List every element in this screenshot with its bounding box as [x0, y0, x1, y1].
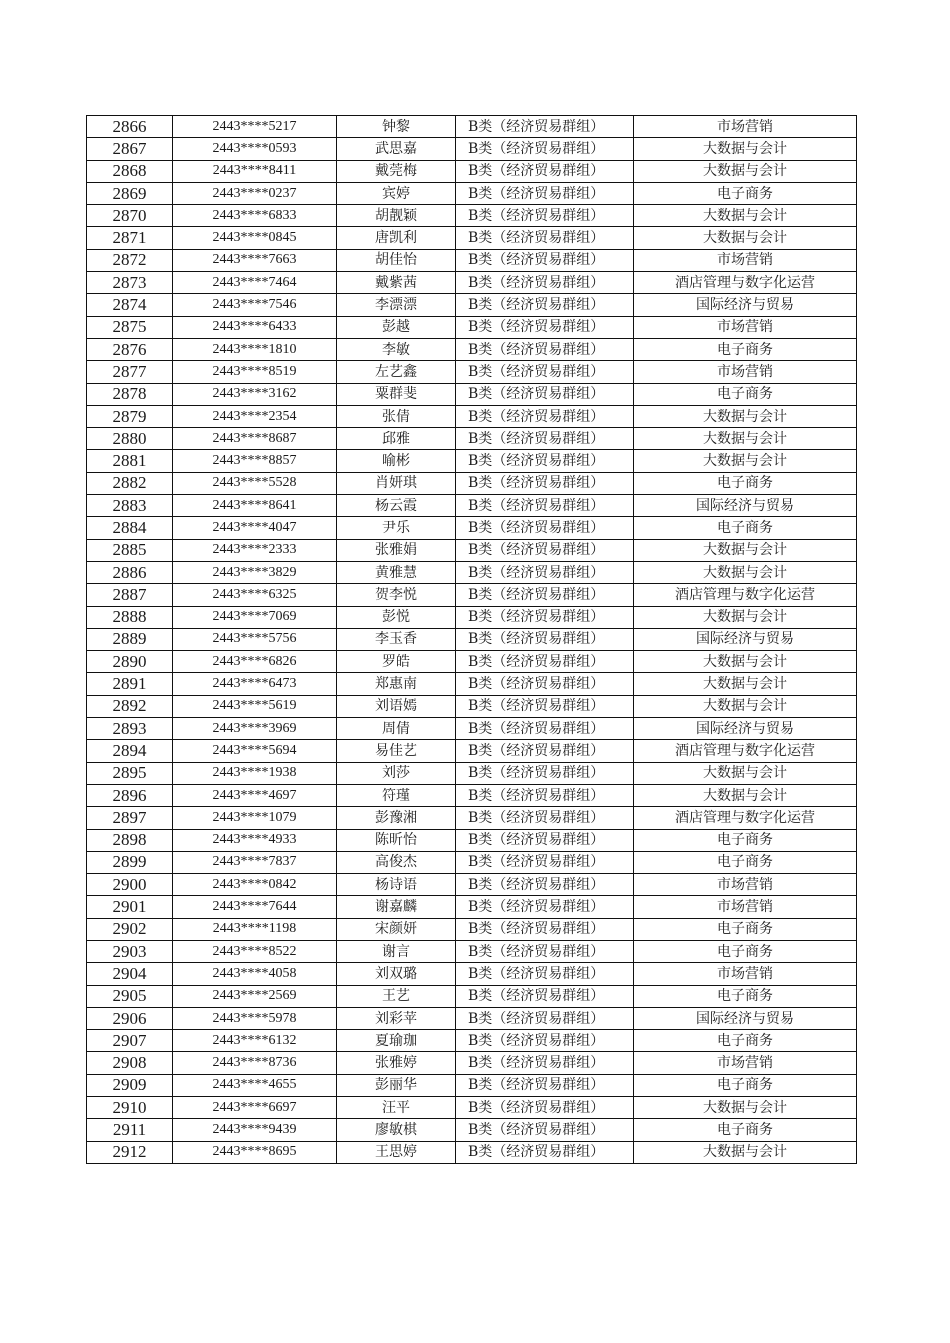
- category-cell: B类（经济贸易群组）: [456, 1052, 634, 1074]
- major-cell: 电子商务: [634, 472, 857, 494]
- row-number-cell: 2912: [87, 1141, 173, 1163]
- exam-id-cell: 2443****5756: [173, 628, 337, 650]
- table-row: [87, 673, 857, 695]
- category-cell: B类（经济贸易群组）: [456, 182, 634, 204]
- category-cell: B类（经济贸易群组）: [456, 874, 634, 896]
- table-row: [87, 1141, 857, 1163]
- row-number-cell: 2890: [87, 651, 173, 673]
- major-cell: 酒店管理与数字化运营: [634, 584, 857, 606]
- exam-id-cell: 2443****5694: [173, 740, 337, 762]
- category-cell: B类（经济贸易群组）: [456, 561, 634, 583]
- student-name-cell: 喻彬: [337, 450, 456, 472]
- major-cell: 电子商务: [634, 1074, 857, 1096]
- major-cell: 市场营销: [634, 249, 857, 271]
- student-name-cell: 易佳艺: [337, 740, 456, 762]
- student-name-cell: 武思嘉: [337, 138, 456, 160]
- category-cell: B类（经济贸易群组）: [456, 896, 634, 918]
- student-name-cell: 杨云霞: [337, 495, 456, 517]
- exam-id-cell: 2443****0237: [173, 182, 337, 204]
- exam-id-cell: 2443****4047: [173, 517, 337, 539]
- major-cell: 市场营销: [634, 116, 857, 138]
- table-row: [87, 383, 857, 405]
- row-number-cell: 2878: [87, 383, 173, 405]
- major-cell: 电子商务: [634, 383, 857, 405]
- category-cell: B类（经济贸易群组）: [456, 651, 634, 673]
- roster-table: [86, 115, 857, 1164]
- row-number-cell: 2897: [87, 807, 173, 829]
- category-cell: B类（经济贸易群组）: [456, 428, 634, 450]
- category-cell: B类（经济贸易群组）: [456, 1030, 634, 1052]
- student-name-cell: 罗皓: [337, 651, 456, 673]
- table-row: [87, 940, 857, 962]
- table-row: [87, 561, 857, 583]
- row-number-cell: 2892: [87, 695, 173, 717]
- row-number-cell: 2902: [87, 918, 173, 940]
- student-name-cell: 粟群斐: [337, 383, 456, 405]
- student-name-cell: 胡靓颖: [337, 205, 456, 227]
- table-row: [87, 428, 857, 450]
- student-name-cell: 谢言: [337, 940, 456, 962]
- table-row: [87, 740, 857, 762]
- category-cell: B类（经济贸易群组）: [456, 294, 634, 316]
- major-cell: 大数据与会计: [634, 561, 857, 583]
- exam-id-cell: 2443****0845: [173, 227, 337, 249]
- row-number-cell: 2869: [87, 182, 173, 204]
- category-cell: B类（经济贸易群组）: [456, 1141, 634, 1163]
- row-number-cell: 2900: [87, 874, 173, 896]
- row-number-cell: 2871: [87, 227, 173, 249]
- major-cell: 酒店管理与数字化运营: [634, 807, 857, 829]
- category-cell: B类（经济贸易群组）: [456, 539, 634, 561]
- student-name-cell: 彭豫湘: [337, 807, 456, 829]
- row-number-cell: 2896: [87, 784, 173, 806]
- table-row: [87, 205, 857, 227]
- exam-id-cell: 2443****3162: [173, 383, 337, 405]
- row-number-cell: 2895: [87, 762, 173, 784]
- student-name-cell: 彭越: [337, 316, 456, 338]
- category-cell: B类（经济贸易群组）: [456, 606, 634, 628]
- major-cell: 国际经济与贸易: [634, 495, 857, 517]
- major-cell: 大数据与会计: [634, 450, 857, 472]
- category-cell: B类（经济贸易群组）: [456, 517, 634, 539]
- student-name-cell: 刘莎: [337, 762, 456, 784]
- category-cell: B类（经济贸易群组）: [456, 918, 634, 940]
- exam-id-cell: 2443****8736: [173, 1052, 337, 1074]
- table-row: [87, 1074, 857, 1096]
- category-cell: B类（经济贸易群组）: [456, 495, 634, 517]
- student-name-cell: 李玉香: [337, 628, 456, 650]
- table-row: [87, 762, 857, 784]
- major-cell: 大数据与会计: [634, 695, 857, 717]
- category-cell: B类（经济贸易群组）: [456, 963, 634, 985]
- table-row: [87, 1097, 857, 1119]
- exam-id-cell: 2443****9439: [173, 1119, 337, 1141]
- exam-id-cell: 2443****8411: [173, 160, 337, 182]
- row-number-cell: 2875: [87, 316, 173, 338]
- student-name-cell: 陈昕怡: [337, 829, 456, 851]
- major-cell: 大数据与会计: [634, 138, 857, 160]
- table-row: [87, 829, 857, 851]
- exam-id-cell: 2443****4933: [173, 829, 337, 851]
- student-name-cell: 张雅婷: [337, 1052, 456, 1074]
- exam-id-cell: 2443****7663: [173, 249, 337, 271]
- row-number-cell: 2873: [87, 272, 173, 294]
- table-row: [87, 874, 857, 896]
- table-row: [87, 851, 857, 873]
- category-cell: B类（经济贸易群组）: [456, 829, 634, 851]
- major-cell: 电子商务: [634, 338, 857, 360]
- category-cell: B类（经济贸易群组）: [456, 383, 634, 405]
- row-number-cell: 2905: [87, 985, 173, 1007]
- row-number-cell: 2877: [87, 361, 173, 383]
- exam-id-cell: 2443****8695: [173, 1141, 337, 1163]
- student-name-cell: 谢嘉麟: [337, 896, 456, 918]
- category-cell: B类（经济贸易群组）: [456, 138, 634, 160]
- student-name-cell: 刘语嫣: [337, 695, 456, 717]
- student-name-cell: 胡佳怡: [337, 249, 456, 271]
- table-row: [87, 628, 857, 650]
- category-cell: B类（经济贸易群组）: [456, 472, 634, 494]
- row-number-cell: 2894: [87, 740, 173, 762]
- major-cell: 大数据与会计: [634, 205, 857, 227]
- table-row: [87, 495, 857, 517]
- major-cell: 大数据与会计: [634, 784, 857, 806]
- table-row: [87, 918, 857, 940]
- major-cell: 电子商务: [634, 985, 857, 1007]
- category-cell: B类（经济贸易群组）: [456, 985, 634, 1007]
- table-row: [87, 272, 857, 294]
- row-number-cell: 2886: [87, 561, 173, 583]
- student-name-cell: 彭丽华: [337, 1074, 456, 1096]
- exam-id-cell: 2443****8641: [173, 495, 337, 517]
- table-row: [87, 695, 857, 717]
- category-cell: B类（经济贸易群组）: [456, 628, 634, 650]
- student-name-cell: 彭悦: [337, 606, 456, 628]
- row-number-cell: 2909: [87, 1074, 173, 1096]
- major-cell: 市场营销: [634, 361, 857, 383]
- major-cell: 酒店管理与数字化运营: [634, 272, 857, 294]
- student-name-cell: 刘彩苹: [337, 1007, 456, 1029]
- table-row: [87, 1030, 857, 1052]
- exam-id-cell: 2443****6132: [173, 1030, 337, 1052]
- student-name-cell: 邱雅: [337, 428, 456, 450]
- table-row: [87, 985, 857, 1007]
- row-number-cell: 2872: [87, 249, 173, 271]
- major-cell: 电子商务: [634, 1119, 857, 1141]
- table-row: [87, 1119, 857, 1141]
- row-number-cell: 2866: [87, 116, 173, 138]
- major-cell: 大数据与会计: [634, 1141, 857, 1163]
- category-cell: B类（经济贸易群组）: [456, 695, 634, 717]
- major-cell: 市场营销: [634, 874, 857, 896]
- student-name-cell: 宋颜妍: [337, 918, 456, 940]
- table-row: [87, 539, 857, 561]
- row-number-cell: 2888: [87, 606, 173, 628]
- exam-id-cell: 2443****0842: [173, 874, 337, 896]
- exam-id-cell: 2443****2569: [173, 985, 337, 1007]
- table-row: [87, 160, 857, 182]
- major-cell: 电子商务: [634, 517, 857, 539]
- category-cell: B类（经济贸易群组）: [456, 1097, 634, 1119]
- student-name-cell: 王艺: [337, 985, 456, 1007]
- table-row: [87, 517, 857, 539]
- table-row: [87, 718, 857, 740]
- category-cell: B类（经济贸易群组）: [456, 584, 634, 606]
- row-number-cell: 2908: [87, 1052, 173, 1074]
- exam-id-cell: 2443****4655: [173, 1074, 337, 1096]
- student-name-cell: 廖敏棋: [337, 1119, 456, 1141]
- exam-id-cell: 2443****3829: [173, 561, 337, 583]
- row-number-cell: 2911: [87, 1119, 173, 1141]
- major-cell: 大数据与会计: [634, 227, 857, 249]
- row-number-cell: 2867: [87, 138, 173, 160]
- student-name-cell: 周倩: [337, 718, 456, 740]
- row-number-cell: 2904: [87, 963, 173, 985]
- category-cell: B类（经济贸易群组）: [456, 940, 634, 962]
- exam-id-cell: 2443****1810: [173, 338, 337, 360]
- row-number-cell: 2884: [87, 517, 173, 539]
- major-cell: 国际经济与贸易: [634, 628, 857, 650]
- table-row: [87, 249, 857, 271]
- row-number-cell: 2880: [87, 428, 173, 450]
- student-name-cell: 黄雅慧: [337, 561, 456, 583]
- exam-id-cell: 2443****8522: [173, 940, 337, 962]
- category-cell: B类（经济贸易群组）: [456, 249, 634, 271]
- table-row: [87, 472, 857, 494]
- exam-id-cell: 2443****6473: [173, 673, 337, 695]
- category-cell: B类（经济贸易群组）: [456, 338, 634, 360]
- category-cell: B类（经济贸易群组）: [456, 718, 634, 740]
- major-cell: 大数据与会计: [634, 673, 857, 695]
- major-cell: 国际经济与贸易: [634, 718, 857, 740]
- major-cell: 大数据与会计: [634, 651, 857, 673]
- major-cell: 大数据与会计: [634, 762, 857, 784]
- exam-id-cell: 2443****8857: [173, 450, 337, 472]
- major-cell: 电子商务: [634, 182, 857, 204]
- category-cell: B类（经济贸易群组）: [456, 1007, 634, 1029]
- exam-id-cell: 2443****7837: [173, 851, 337, 873]
- row-number-cell: 2893: [87, 718, 173, 740]
- table-row: [87, 1052, 857, 1074]
- table-row: [87, 450, 857, 472]
- major-cell: 大数据与会计: [634, 428, 857, 450]
- major-cell: 国际经济与贸易: [634, 1007, 857, 1029]
- row-number-cell: 2879: [87, 405, 173, 427]
- student-name-cell: 郑惠南: [337, 673, 456, 695]
- student-name-cell: 杨诗语: [337, 874, 456, 896]
- major-cell: 电子商务: [634, 851, 857, 873]
- row-number-cell: 2906: [87, 1007, 173, 1029]
- table-row: [87, 1007, 857, 1029]
- exam-id-cell: 2443****7644: [173, 896, 337, 918]
- student-name-cell: 唐凯利: [337, 227, 456, 249]
- table-row: [87, 227, 857, 249]
- exam-id-cell: 2443****8519: [173, 361, 337, 383]
- student-name-cell: 戴紫茜: [337, 272, 456, 294]
- category-cell: B类（经济贸易群组）: [456, 205, 634, 227]
- student-name-cell: 汪平: [337, 1097, 456, 1119]
- major-cell: 市场营销: [634, 316, 857, 338]
- row-number-cell: 2891: [87, 673, 173, 695]
- student-name-cell: 张倩: [337, 405, 456, 427]
- exam-id-cell: 2443****6697: [173, 1097, 337, 1119]
- major-cell: 大数据与会计: [634, 160, 857, 182]
- category-cell: B类（经济贸易群组）: [456, 1074, 634, 1096]
- row-number-cell: 2882: [87, 472, 173, 494]
- exam-id-cell: 2443****5978: [173, 1007, 337, 1029]
- exam-id-cell: 2443****7464: [173, 272, 337, 294]
- exam-id-cell: 2443****6833: [173, 205, 337, 227]
- row-number-cell: 2876: [87, 338, 173, 360]
- student-name-cell: 王思婷: [337, 1141, 456, 1163]
- row-number-cell: 2881: [87, 450, 173, 472]
- major-cell: 市场营销: [634, 1052, 857, 1074]
- table-row: [87, 294, 857, 316]
- major-cell: 大数据与会计: [634, 1097, 857, 1119]
- row-number-cell: 2874: [87, 294, 173, 316]
- category-cell: B类（经济贸易群组）: [456, 160, 634, 182]
- major-cell: 电子商务: [634, 940, 857, 962]
- exam-id-cell: 2443****8687: [173, 428, 337, 450]
- exam-id-cell: 2443****6325: [173, 584, 337, 606]
- category-cell: B类（经济贸易群组）: [456, 807, 634, 829]
- major-cell: 电子商务: [634, 1030, 857, 1052]
- exam-id-cell: 2443****0593: [173, 138, 337, 160]
- category-cell: B类（经济贸易群组）: [456, 405, 634, 427]
- major-cell: 电子商务: [634, 918, 857, 940]
- student-name-cell: 宾婷: [337, 182, 456, 204]
- exam-id-cell: 2443****2333: [173, 539, 337, 561]
- exam-id-cell: 2443****6433: [173, 316, 337, 338]
- row-number-cell: 2901: [87, 896, 173, 918]
- major-cell: 市场营销: [634, 896, 857, 918]
- category-cell: B类（经济贸易群组）: [456, 227, 634, 249]
- exam-id-cell: 2443****4058: [173, 963, 337, 985]
- student-name-cell: 高俊杰: [337, 851, 456, 873]
- student-name-cell: 符瑾: [337, 784, 456, 806]
- exam-id-cell: 2443****2354: [173, 405, 337, 427]
- row-number-cell: 2889: [87, 628, 173, 650]
- exam-id-cell: 2443****1938: [173, 762, 337, 784]
- exam-id-cell: 2443****1079: [173, 807, 337, 829]
- row-number-cell: 2870: [87, 205, 173, 227]
- category-cell: B类（经济贸易群组）: [456, 762, 634, 784]
- table-row: [87, 807, 857, 829]
- major-cell: 酒店管理与数字化运营: [634, 740, 857, 762]
- row-number-cell: 2910: [87, 1097, 173, 1119]
- exam-id-cell: 2443****5619: [173, 695, 337, 717]
- table-row: [87, 784, 857, 806]
- table-row: [87, 896, 857, 918]
- row-number-cell: 2883: [87, 495, 173, 517]
- major-cell: 大数据与会计: [634, 405, 857, 427]
- category-cell: B类（经济贸易群组）: [456, 316, 634, 338]
- category-cell: B类（经济贸易群组）: [456, 450, 634, 472]
- exam-id-cell: 2443****7069: [173, 606, 337, 628]
- row-number-cell: 2885: [87, 539, 173, 561]
- student-name-cell: 肖妍琪: [337, 472, 456, 494]
- category-cell: B类（经济贸易群组）: [456, 272, 634, 294]
- table-row: [87, 138, 857, 160]
- exam-id-cell: 2443****1198: [173, 918, 337, 940]
- major-cell: 市场营销: [634, 963, 857, 985]
- student-name-cell: 尹乐: [337, 517, 456, 539]
- category-cell: B类（经济贸易群组）: [456, 673, 634, 695]
- category-cell: B类（经济贸易群组）: [456, 116, 634, 138]
- category-cell: B类（经济贸易群组）: [456, 1119, 634, 1141]
- student-name-cell: 张雅娟: [337, 539, 456, 561]
- roster-table-body: [87, 116, 857, 1164]
- table-row: [87, 651, 857, 673]
- row-number-cell: 2903: [87, 940, 173, 962]
- student-name-cell: 李漂漂: [337, 294, 456, 316]
- exam-id-cell: 2443****4697: [173, 784, 337, 806]
- table-row: [87, 361, 857, 383]
- exam-id-cell: 2443****7546: [173, 294, 337, 316]
- exam-id-cell: 2443****3969: [173, 718, 337, 740]
- table-row: [87, 316, 857, 338]
- category-cell: B类（经济贸易群组）: [456, 851, 634, 873]
- table-row: [87, 338, 857, 360]
- student-name-cell: 刘双璐: [337, 963, 456, 985]
- table-row: [87, 182, 857, 204]
- row-number-cell: 2907: [87, 1030, 173, 1052]
- major-cell: 大数据与会计: [634, 606, 857, 628]
- student-name-cell: 夏瑜珈: [337, 1030, 456, 1052]
- row-number-cell: 2899: [87, 851, 173, 873]
- student-name-cell: 钟黎: [337, 116, 456, 138]
- category-cell: B类（经济贸易群组）: [456, 784, 634, 806]
- student-name-cell: 戴莞梅: [337, 160, 456, 182]
- major-cell: 大数据与会计: [634, 539, 857, 561]
- table-row: [87, 606, 857, 628]
- exam-id-cell: 2443****6826: [173, 651, 337, 673]
- student-name-cell: 李敏: [337, 338, 456, 360]
- table-row: [87, 584, 857, 606]
- major-cell: 电子商务: [634, 829, 857, 851]
- row-number-cell: 2887: [87, 584, 173, 606]
- exam-id-cell: 2443****5217: [173, 116, 337, 138]
- student-name-cell: 左艺鑫: [337, 361, 456, 383]
- table-row: [87, 116, 857, 138]
- student-name-cell: 贺李悦: [337, 584, 456, 606]
- category-cell: B类（经济贸易群组）: [456, 740, 634, 762]
- row-number-cell: 2868: [87, 160, 173, 182]
- exam-id-cell: 2443****5528: [173, 472, 337, 494]
- row-number-cell: 2898: [87, 829, 173, 851]
- table-row: [87, 963, 857, 985]
- category-cell: B类（经济贸易群组）: [456, 361, 634, 383]
- table-row: [87, 405, 857, 427]
- major-cell: 国际经济与贸易: [634, 294, 857, 316]
